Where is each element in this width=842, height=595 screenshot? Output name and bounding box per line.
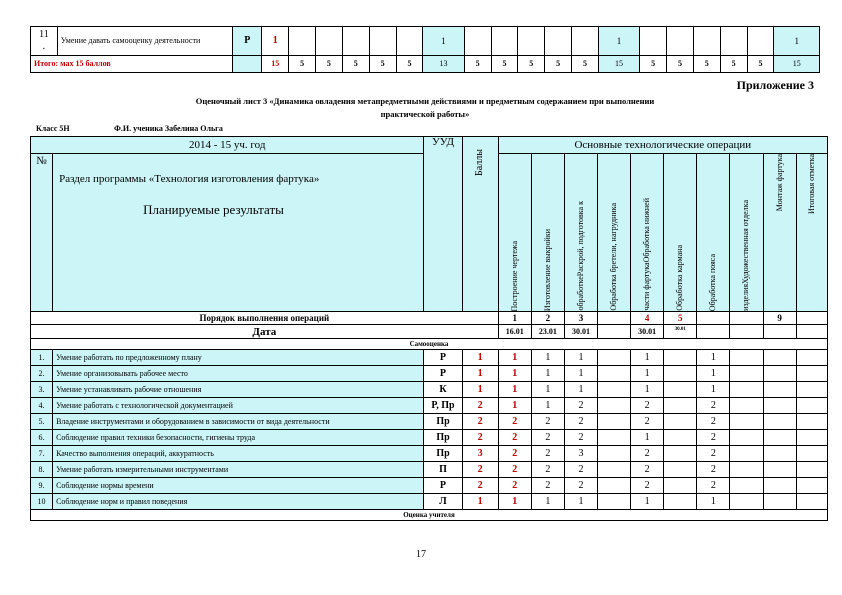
score-cell: 2: [697, 446, 730, 462]
score-cell: [730, 446, 763, 462]
table-row: [31, 462, 828, 478]
order-value: [598, 312, 631, 325]
score-cell: 2: [631, 446, 664, 462]
points-cell: 1: [462, 350, 498, 366]
row-number: 1.: [31, 350, 53, 366]
cell: 5: [289, 56, 316, 73]
class-label: Класс 5Н: [36, 124, 70, 133]
cell: [233, 56, 262, 73]
date-value: [697, 325, 730, 339]
subtotal-cell: 1: [598, 27, 639, 56]
appendix-label: Приложение 3: [736, 78, 814, 92]
sheet-title: Оценочный лист 3 «Динамика овладения метапредметными действиями и предметным содержанием при выполнении: [195, 96, 655, 106]
cell: 5: [518, 56, 545, 73]
cell: [316, 27, 343, 56]
score-cell: 1: [564, 366, 597, 382]
cell: [693, 27, 720, 56]
score-cell: 2: [564, 462, 597, 478]
score-cell: 2: [498, 446, 531, 462]
score-cell: [664, 478, 697, 494]
cell: 5: [640, 56, 667, 73]
score-cell: 2: [564, 478, 597, 494]
score-cell: 2: [498, 430, 531, 446]
score-cell: [796, 398, 827, 414]
op-header: Итоговая отметка: [796, 154, 827, 312]
cell: 5: [667, 56, 694, 73]
points-cell: 2: [462, 414, 498, 430]
score-cell: 2: [697, 414, 730, 430]
score-cell: [730, 398, 763, 414]
score-cell: 1: [498, 350, 531, 366]
points-cell: 2: [462, 430, 498, 446]
cell: [572, 27, 599, 56]
rows-body: [31, 350, 828, 510]
score-cell: [664, 430, 697, 446]
row-number: 11 .: [31, 27, 58, 56]
order-value: 9: [763, 312, 796, 325]
score-cell: [664, 494, 697, 510]
cell: 5: [369, 56, 396, 73]
score-cell: 2: [531, 446, 564, 462]
score-cell: [796, 430, 827, 446]
cell: [464, 27, 491, 56]
table-row: [31, 398, 828, 414]
row-label: Умение организовывать рабочее место: [53, 366, 424, 382]
order-value: 4: [631, 312, 664, 325]
score-cell: 1: [498, 366, 531, 382]
op-header: изделияХудожественная отделка: [730, 154, 763, 312]
points-cell: 3: [462, 446, 498, 462]
top-table: [30, 26, 820, 73]
score-cell: [796, 350, 827, 366]
score-cell: 2: [564, 414, 597, 430]
score-cell: 2: [631, 462, 664, 478]
op-header: Построение чертежа: [498, 154, 531, 312]
score-cell: [796, 414, 827, 430]
score-cell: [763, 350, 796, 366]
score-cell: 1: [498, 494, 531, 510]
row-label: Умение давать самооценку деятельности: [57, 27, 233, 56]
row-number: 8.: [31, 462, 53, 478]
points-cell: 2: [462, 478, 498, 494]
cell: [640, 27, 667, 56]
score-cell: 2: [564, 398, 597, 414]
table-row: [31, 478, 828, 494]
cell: 5: [572, 56, 599, 73]
cell: 5: [342, 56, 369, 73]
score-cell: [598, 446, 631, 462]
score-cell: 1: [498, 398, 531, 414]
points-cell: 1: [462, 494, 498, 510]
op-header: Обработка пояса: [697, 154, 730, 312]
order-value: 2: [531, 312, 564, 325]
score-cell: [598, 382, 631, 398]
score-cell: 1: [498, 382, 531, 398]
ops-header: Основные технологические операции: [498, 137, 827, 154]
section-cell: [53, 154, 424, 312]
order-value: [697, 312, 730, 325]
score-cell: [664, 462, 697, 478]
score-cell: [730, 382, 763, 398]
score-cell: 1: [564, 382, 597, 398]
self-assessment-heading: Самооценка: [31, 339, 828, 350]
row-label: Умение устанавливать рабочие отношения: [53, 382, 424, 398]
op-header: обработкеРаскрой, подготовка к: [564, 154, 597, 312]
score-cell: 2: [631, 478, 664, 494]
score-cell: 1: [631, 366, 664, 382]
uud-cell: Л: [424, 494, 462, 510]
score-cell: [796, 446, 827, 462]
score-cell: 1: [631, 430, 664, 446]
score-cell: [664, 366, 697, 382]
score-cell: 2: [531, 430, 564, 446]
score-cell: [763, 430, 796, 446]
date-value: [730, 325, 763, 339]
score-cell: 1: [564, 494, 597, 510]
table-row: [31, 366, 828, 382]
top-total-row: [31, 56, 820, 73]
score-cell: 1: [697, 350, 730, 366]
order-value: [796, 312, 827, 325]
date-value: 30.01: [564, 325, 597, 339]
score-cell: 1: [531, 350, 564, 366]
score-cell: 2: [531, 462, 564, 478]
row-label: Владение инструментами и оборудованием в зависимости от вида деятельности: [53, 414, 424, 430]
score-cell: [664, 398, 697, 414]
score-cell: [598, 430, 631, 446]
uud-cell: Р: [424, 478, 462, 494]
op-header: части фартукаОбработка нижней: [631, 154, 664, 312]
score-cell: [730, 478, 763, 494]
date-value: [796, 325, 827, 339]
score-cell: [730, 350, 763, 366]
cell: 5: [396, 56, 423, 73]
cell: [667, 27, 694, 56]
score-cell: [730, 462, 763, 478]
score-cell: 1: [631, 350, 664, 366]
op-header: Изготовление выкройки: [531, 154, 564, 312]
cell: [396, 27, 423, 56]
score-cell: [763, 414, 796, 430]
subtotal-cell: 1: [774, 27, 820, 56]
sheet-title-cont: практической работы»: [380, 109, 470, 119]
uud-cell: П: [424, 462, 462, 478]
table-row: [31, 430, 828, 446]
cell: [518, 27, 545, 56]
row-number: 9.: [31, 478, 53, 494]
row-label: Качество выполнения операций, аккуратность: [53, 446, 424, 462]
points-cell: 2: [462, 462, 498, 478]
score-cell: 2: [697, 462, 730, 478]
score-cell: [796, 462, 827, 478]
table-row: [31, 414, 828, 430]
table-row: [31, 494, 828, 510]
score-cell: [598, 398, 631, 414]
cell: 5: [720, 56, 747, 73]
page-number: 17: [416, 549, 426, 560]
total-points: 15: [262, 56, 289, 73]
score-cell: [763, 366, 796, 382]
year-header: 2014 - 15 уч. год: [31, 137, 424, 154]
points-header: Баллы: [462, 137, 498, 312]
score-cell: [664, 350, 697, 366]
score-cell: 1: [697, 494, 730, 510]
score-cell: [664, 382, 697, 398]
row-label: Умение работать измерительными инструментами: [53, 462, 424, 478]
planned-results: Планируемые результаты: [143, 202, 284, 217]
order-value: [730, 312, 763, 325]
score-cell: 2: [697, 478, 730, 494]
date-value: 23.01: [531, 325, 564, 339]
teacher-assessment-heading: Оценка учителя: [31, 510, 828, 521]
op-header: Обработка кармана: [664, 154, 697, 312]
order-row: [31, 312, 828, 325]
cell: [491, 27, 518, 56]
order-value: 1: [498, 312, 531, 325]
score-cell: [598, 478, 631, 494]
cell: 5: [747, 56, 774, 73]
cell: [720, 27, 747, 56]
row-number: 2.: [31, 366, 53, 382]
order-label: Порядок выполнения операций: [31, 312, 499, 325]
score-cell: 2: [631, 398, 664, 414]
score-cell: [763, 446, 796, 462]
score-cell: 2: [498, 414, 531, 430]
row-label: Соблюдение нормы времени: [53, 478, 424, 494]
score-cell: 2: [697, 398, 730, 414]
cell: 5: [316, 56, 343, 73]
date-value: 30.01: [664, 325, 697, 339]
uud-cell: Пр: [424, 414, 462, 430]
score-cell: 1: [531, 382, 564, 398]
uud-cell: Р: [424, 350, 462, 366]
subtotal-cell: 1: [423, 27, 464, 56]
cell: 5: [545, 56, 572, 73]
uud-cell: Р: [424, 366, 462, 382]
uud-cell: Пр: [424, 446, 462, 462]
score-cell: 2: [697, 430, 730, 446]
score-cell: [763, 382, 796, 398]
score-cell: 1: [697, 382, 730, 398]
score-cell: [796, 494, 827, 510]
score-cell: 1: [531, 398, 564, 414]
row-number: 5.: [31, 414, 53, 430]
score-cell: [598, 350, 631, 366]
score-cell: 2: [531, 414, 564, 430]
section-title: Раздел программы «Технология изготовления фартука»: [59, 173, 320, 185]
score-cell: 1: [631, 382, 664, 398]
op-header: Монтаж фартука: [763, 154, 796, 312]
score-cell: 1: [631, 494, 664, 510]
cell: 5: [491, 56, 518, 73]
cell: 5: [464, 56, 491, 73]
date-value: 16.01: [498, 325, 531, 339]
subtotal-cell: 15: [598, 56, 639, 73]
score-cell: [763, 398, 796, 414]
uud-header: УУД: [424, 137, 462, 312]
uud-cell: К: [424, 382, 462, 398]
table-row: [31, 382, 828, 398]
score-cell: 1: [531, 366, 564, 382]
points-cell: 1: [262, 27, 289, 56]
date-label: Дата: [31, 325, 499, 339]
score-cell: [664, 414, 697, 430]
row-label: Умение работать с технологической документацией: [53, 398, 424, 414]
student-label: Ф.И. ученика Забелина Ольга: [114, 124, 223, 133]
uud-cell: Р: [233, 27, 262, 56]
date-value: [763, 325, 796, 339]
row-number: 3.: [31, 382, 53, 398]
total-label: Итого: мах 15 баллов: [31, 56, 233, 73]
score-cell: 2: [531, 478, 564, 494]
score-cell: [730, 414, 763, 430]
row-number: 4.: [31, 398, 53, 414]
score-cell: 2: [498, 462, 531, 478]
score-cell: 2: [498, 478, 531, 494]
points-cell: 2: [462, 398, 498, 414]
cell: [747, 27, 774, 56]
score-cell: [796, 478, 827, 494]
cell: 5: [693, 56, 720, 73]
points-cell: 1: [462, 366, 498, 382]
score-cell: 2: [564, 430, 597, 446]
score-cell: [730, 494, 763, 510]
score-cell: 1: [697, 366, 730, 382]
top-row-11: [31, 27, 820, 56]
score-cell: [598, 366, 631, 382]
score-cell: [730, 430, 763, 446]
table-row: [31, 446, 828, 462]
score-cell: 3: [564, 446, 597, 462]
date-value: 30.01: [631, 325, 664, 339]
date-value: [598, 325, 631, 339]
points-cell: 1: [462, 382, 498, 398]
score-cell: 1: [531, 494, 564, 510]
row-number: 7.: [31, 446, 53, 462]
cell: [289, 27, 316, 56]
row-label: Соблюдение норм и правил поведения: [53, 494, 424, 510]
cell: [342, 27, 369, 56]
score-cell: 1: [564, 350, 597, 366]
subtotal-cell: 13: [423, 56, 464, 73]
order-value: 5: [664, 312, 697, 325]
score-cell: [598, 414, 631, 430]
uud-cell: Р, Пр: [424, 398, 462, 414]
table-row: [31, 350, 828, 366]
row-number: 6.: [31, 430, 53, 446]
score-cell: [730, 366, 763, 382]
score-cell: [598, 494, 631, 510]
order-value: 3: [564, 312, 597, 325]
score-cell: 2: [631, 414, 664, 430]
cell: [545, 27, 572, 56]
score-cell: [763, 478, 796, 494]
row-label: Соблюдение правил техники безопасности, гигиены труда: [53, 430, 424, 446]
op-header: Обработка бретели, нагрудника: [598, 154, 631, 312]
subtotal-cell: 15: [774, 56, 820, 73]
score-cell: [664, 446, 697, 462]
score-cell: [796, 382, 827, 398]
row-number: 10: [31, 494, 53, 510]
score-cell: [598, 462, 631, 478]
score-cell: [763, 494, 796, 510]
assessment-table: [30, 136, 828, 521]
score-cell: [763, 462, 796, 478]
row-label: Умение работать по предложенному плану: [53, 350, 424, 366]
date-row: [31, 325, 828, 339]
uud-cell: Пр: [424, 430, 462, 446]
number-sign: №: [31, 154, 53, 312]
score-cell: [796, 366, 827, 382]
cell: [369, 27, 396, 56]
